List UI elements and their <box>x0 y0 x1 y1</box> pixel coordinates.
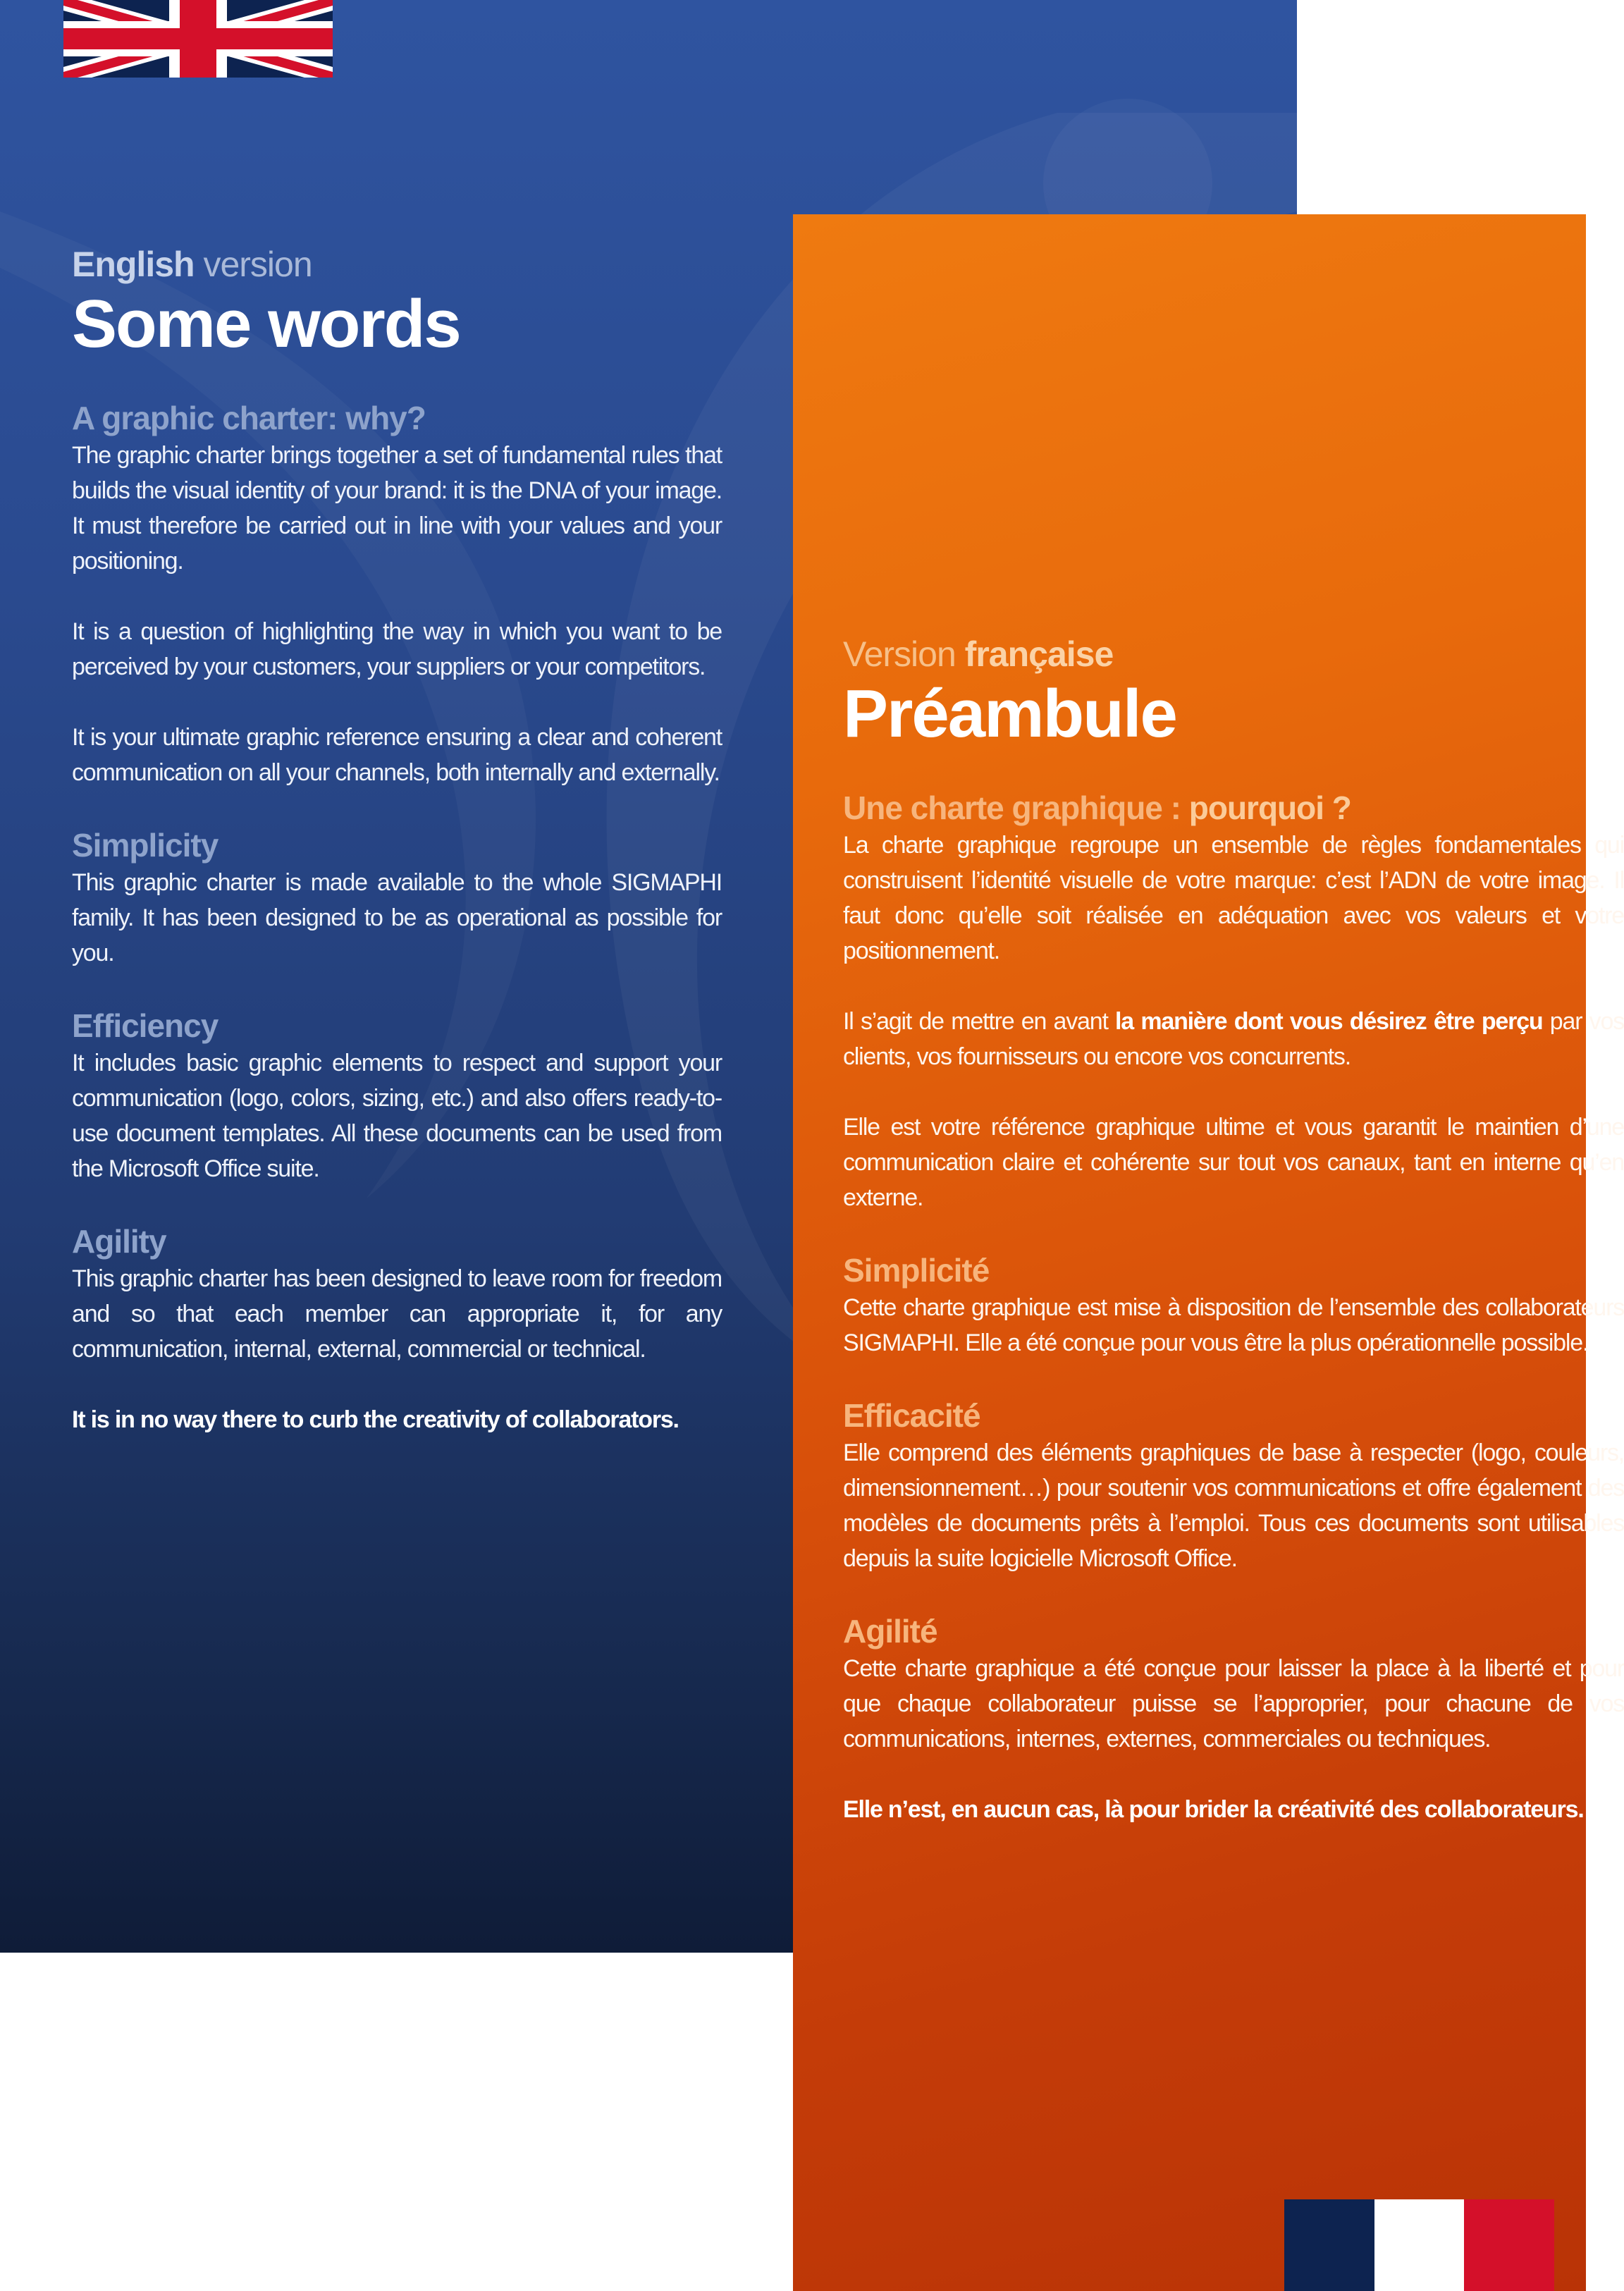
paragraph: It is your ultimate graphic reference ensuring a clear and coherent communication on all your channels, both internally and externally. <box>72 724 722 786</box>
version-rest: version <box>194 245 312 284</box>
paragraph: Cette charte graphique est mise à disposition de l’ensemble des collaborateurs SIGMAPHI. Elle a été conçue pour vous être la plus opérationnelle possible. <box>843 1294 1624 1356</box>
heading-pourquoi <box>843 788 1624 828</box>
paragraph <box>843 1004 1624 1074</box>
flag-stripe-white <box>1374 2199 1465 2291</box>
version-bold: English <box>72 245 195 284</box>
heading-simplicite: Simplicité <box>843 1252 990 1289</box>
flag-stripe-blue <box>1284 2199 1374 2291</box>
paragraph: Elle comprend des éléments graphiques de base à respecter (logo, couleurs, dimensionnement…) pour soutenir vos communications et offre également des modèles de documents prêts à l’emploi. Tous ces documents sont utilisables depuis la suite logicielle Microsoft Office. <box>843 1439 1624 1572</box>
version-rest: Version <box>843 634 965 674</box>
french-panel <box>793 214 1624 2291</box>
flag-stripe-red <box>1464 2199 1554 2291</box>
paragraph: Cette charte graphique a été conçue pour laisser la place à la liberté et pour que chaque collaborateur puisse se l’approprier, pour chacune de vos communications, internes, externes, commerciales ou techniques. <box>843 1655 1624 1752</box>
paragraph: This graphic charter has been designed to leave room for freedom and so that each member can appropriate it, for any communication, internal, external, commercial or technical. <box>72 1265 722 1363</box>
english-version-label <box>72 243 722 285</box>
heading-efficiency: Efficiency <box>72 1007 219 1044</box>
paragraph: La charte graphique regroupe un ensemble de règles fondamentales qui construisent l’identité visuelle de votre marque: c’est l’ADN de votre image. Il faut donc qu’elle soit réalisée en adéquation avec vos valeurs et votre positionnement. <box>843 832 1624 964</box>
french-title: Préambule <box>843 676 1176 751</box>
paragraph: It includes basic graphic elements to respect and support your communication (logo, colors, sizing, etc.) and also offers ready-to-use document templates. All these documents can be used from the Microsoft Office suite. <box>72 1050 722 1182</box>
heading-agility: Agility <box>72 1223 166 1260</box>
text-run: par vos clients, vos fournisseurs ou encore vos concurrents. <box>843 1008 1624 1070</box>
heading-simplicity: Simplicity <box>72 827 219 864</box>
heading-bold: pourquoi ? <box>1188 790 1351 826</box>
french-content <box>843 633 1624 1827</box>
closing-statement: Elle n’est, en aucun cas, là pour brider la créativité des collaborateurs. <box>843 1796 1584 1823</box>
version-bold: française <box>964 634 1114 674</box>
heading-agilite: Agilité <box>843 1613 937 1650</box>
paragraph: Elle est votre référence graphique ultime et vous garantit le maintien d’une communication claire et cohérente sur tout vos canaux, tant en interne qu’en externe. <box>843 1114 1624 1211</box>
paragraph: The graphic charter brings together a set of fundamental rules that builds the visual identity of your brand: it is the DNA of your image. It must therefore be carried out in line with your values and your positioning. <box>72 442 722 575</box>
text-run-bold: la manière dont vous désirez être perçu <box>1115 1008 1543 1035</box>
uk-flag-icon <box>63 0 333 78</box>
paragraph: This graphic charter is made available to the whole SIGMAPHI family. It has been designed to be as operational as possible for you. <box>72 869 722 966</box>
closing-statement: It is in no way there to curb the creativity of collaborators. <box>72 1406 679 1433</box>
french-version-label <box>843 633 1624 675</box>
fr-flag-icon <box>1284 2199 1554 2291</box>
text-run: Il s’agit de mettre en avant <box>843 1008 1116 1035</box>
paragraph: It is a question of highlighting the way in which you want to be perceived by your customers, your suppliers or your competitors. <box>72 618 722 680</box>
heading-why: A graphic charter: why? <box>72 400 426 436</box>
heading-efficacite: Efficacité <box>843 1397 980 1434</box>
heading-rest: Une charte graphique : <box>843 790 1189 826</box>
english-title: Some words <box>72 286 460 362</box>
english-content <box>72 243 722 1437</box>
